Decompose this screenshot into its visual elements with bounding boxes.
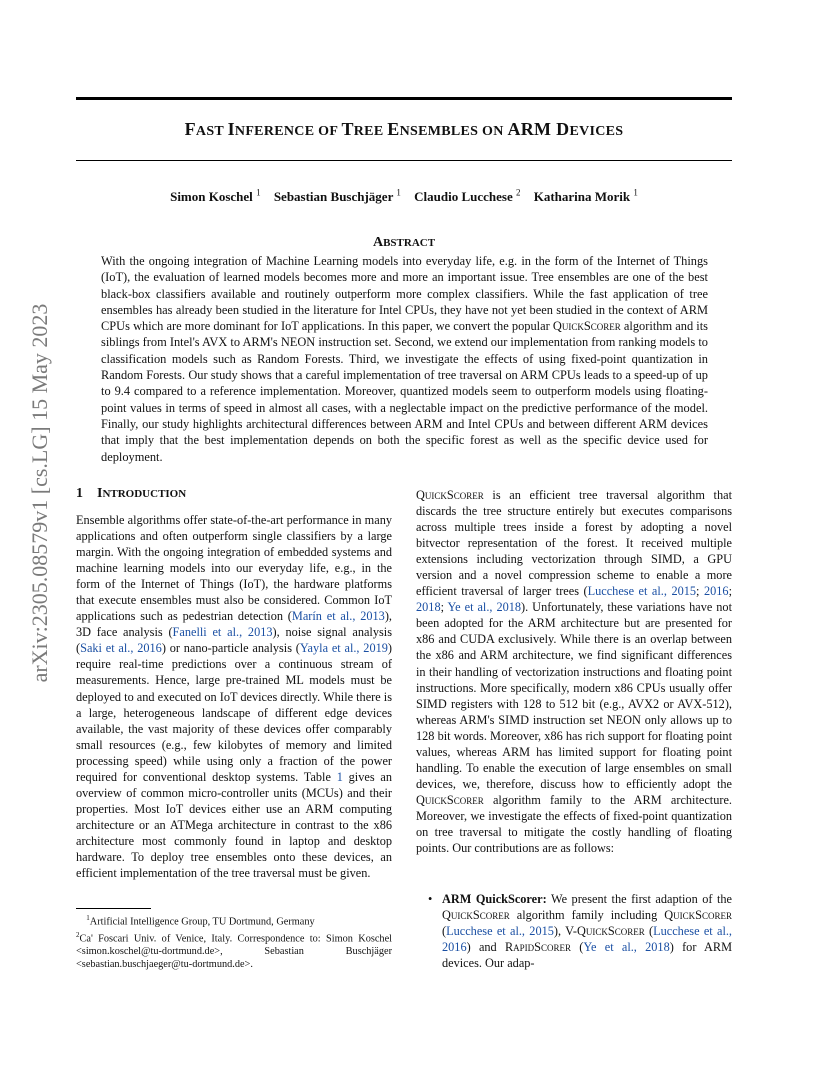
citation-link[interactable]: 2016 xyxy=(703,584,729,599)
algorithm-name: QuickScorer xyxy=(576,924,645,939)
footnote-rule xyxy=(76,908,151,909)
contribution-bullet xyxy=(428,891,732,971)
title-top-rule xyxy=(76,97,732,100)
bullet-label: ARM QuickScorer: xyxy=(442,892,547,906)
abstract-text: With the ongoing integration of Machine Learning models into everyday life, e.g. in the form of the Internet of Things (IoT), the evaluation of learned models becomes more and more an important issue. Tree ensembles are one of the best black-box classifiers available and routinely outperform more complex classifiers. While the fast application of tree ensembles has already been studied in the literature for Intel CPUs, they have not yet been studied in the context of ARM CPUs which are more dominant for IoT applications. In this paper, we convert the popular QuickScorer algorithm and its siblings from Intel's AVX to ARM's NEON instruction set. Second, we extend our implementation from ranking models to classification models such as Random Forests. Third, we investigate the effects of using fixed-point quantization in Random Forests. Our study shows that a careful implementation of tree traversal on ARM CPUs leads to a speed-up of up to 9.4 compared to a reference implementation. Moreover, quantized models seem to outperform models using floating-point values in terms of speed in almost all cases, with a neglectable impact on the predictive performance of the model. Finally, our study highlights architectural differences between ARM and Intel CPUs and between different ARM devices that imply that the best implementation depends on both the specific forest as well as the specific device used for deployment. xyxy=(101,254,708,464)
arxiv-stamp: arXiv:2305.08579v1 [cs.LG] 15 May 2023 xyxy=(27,303,52,683)
section-heading: 1 INTRODUCTION xyxy=(76,486,187,501)
algorithm-name: QuickScorer xyxy=(552,319,621,334)
citation-link[interactable]: Saki et al., 2016 xyxy=(80,641,162,656)
citation-link[interactable]: Fanelli et al., 2013 xyxy=(172,625,273,640)
citation-link[interactable]: Lucchese et al., 2016 xyxy=(442,924,733,955)
citation-link[interactable]: 2018 xyxy=(416,600,441,615)
citation-link[interactable]: Ye et al., 2018 xyxy=(583,940,670,955)
author: Sebastian Buschjäger $^1$ xyxy=(273,188,401,205)
citation-link[interactable]: Marín et al., 2013 xyxy=(291,609,385,624)
algorithm-name: QuickScorer xyxy=(416,488,484,502)
algorithm-name: RapidScorer xyxy=(504,940,572,955)
algorithm-name: QuickScorer xyxy=(442,908,510,923)
citation-link[interactable]: Lucchese et al., 2015 xyxy=(587,584,697,599)
author: Claudio Lucchese $^2$ xyxy=(414,188,521,205)
citation-link[interactable]: Yayla et al., 2019 xyxy=(299,641,388,656)
right-column-text: QuickScorer is an efficient tree traversal algorithm that discards the tree structure entirely but executes comparisons across multiple trees inside a forest by adopting a novel bitvector representation of the forest. It received multiple extensions including vectorization through SIMD, a GPU version and a novel compression scheme to enable a more efficient traversal of larger trees (Lucchese et al., 2015; 2016; 2018; Ye et al., 2018). Unfortunately, these variations have not been adopted for the ARM architecture but are presented for x86 and CUDA exclusively. While there is an overlap between the x86 and ARM architecture, we find significant differences in their handling of vectorization instructions and floating point instructions. More specifically, modern x86 CPUs usually offer SIMD registers with 128 to 512 bit (e.g., AVX2 or AVX-512), whereas ARM's SIMD instruction set NEON only allows up to 128 bit words. Moreover, x86 has rich support for floating point values, whereas ARM has limited support for floating point handling. To enable the execution of large ensembles on small devices, we, therefore, discuss how to efficiently adopt the QuickScorer algorithm family to the ARM architecture. Moreover, we investigate the effects of fixed-point quantization on tree traversal to mitigate the costly handling of floating points. Our contributions are as follows: xyxy=(416,488,732,856)
title-bottom-rule xyxy=(76,160,732,161)
author: Katharina Morik $^1$ xyxy=(533,188,638,205)
algorithm-name: QuickScorer xyxy=(664,908,732,923)
bullet-body: We present the first adaption of the QuickScorer algorithm family including QuickScorer (Lucchese et al., 2015), V-QuickScorer (Lucchese et al., 2016) and RapidScorer (Ye et al., 2018) for ARM devices. Our adap- xyxy=(442,892,733,971)
footnote: $^1$Artificial Intelligence Group, TU Dortmund, Germany $^2$Ca' Foscari Univ. of Venice, Italy. Correspondence to: Simon Koschel <simon.koschel@tu-dortmund.de>, Sebastian Buschjäger <sebastian.buschjaeger@tu-dortmund.de>. xyxy=(76,914,392,971)
bullet-marker: • xyxy=(428,892,433,906)
citation-link[interactable]: Ye et al., 2018 xyxy=(447,600,522,615)
citation-link[interactable]: Lucchese et al., 2015 xyxy=(446,924,554,939)
abstract-heading: ABSTRACT xyxy=(372,235,436,250)
citation-link[interactable]: 1 xyxy=(336,769,343,784)
paper-title: FAST INFERENCE OF TREE ENSEMBLES ON ARM DEVICES xyxy=(184,119,624,139)
left-column-text: Ensemble algorithms offer state-of-the-art performance in many applications and often outperform single classifiers by a large margin. With the ongoing integration of embedded systems and machine learning models into our everyday life, e.g., in the form of the Internet of Things (IoT), the hardware platforms that execute ensembles must also be considered. Common IoT applications such as pedestrian detection (Marín et al., 2013), 3D face analysis (Fanelli et al., 2013), noise signal analysis (Saki et al., 2016) or nano-particle analysis (Yayla et al., 2019) require real-time predictions over a continuous stream of measurements. Hence, large pre-trained ML models must be deployed to and executed on IoT devices directly. While there is a large, heterogeneous landscape of different edge devices available, the vast majority of these devices offer comparably small resources (e.g., few kilobytes of memory and limited processing speed) while using only a fraction of the power required for conventional desktop systems. Table 1 gives an overview of common micro-controller units (MCUs) and their properties. Most IoT devices either use an ARM computing architecture or an ATMega architecture in contrast to the x86 architecture most commonly found in laptop and desktop hardware. To deploy tree ensembles onto these devices, an efficient implementation of the tree traversal must be given. xyxy=(76,513,393,881)
author: Simon Koschel $^1$ xyxy=(170,188,261,205)
algorithm-name: QuickScorer xyxy=(416,792,484,807)
author-list xyxy=(76,188,732,205)
